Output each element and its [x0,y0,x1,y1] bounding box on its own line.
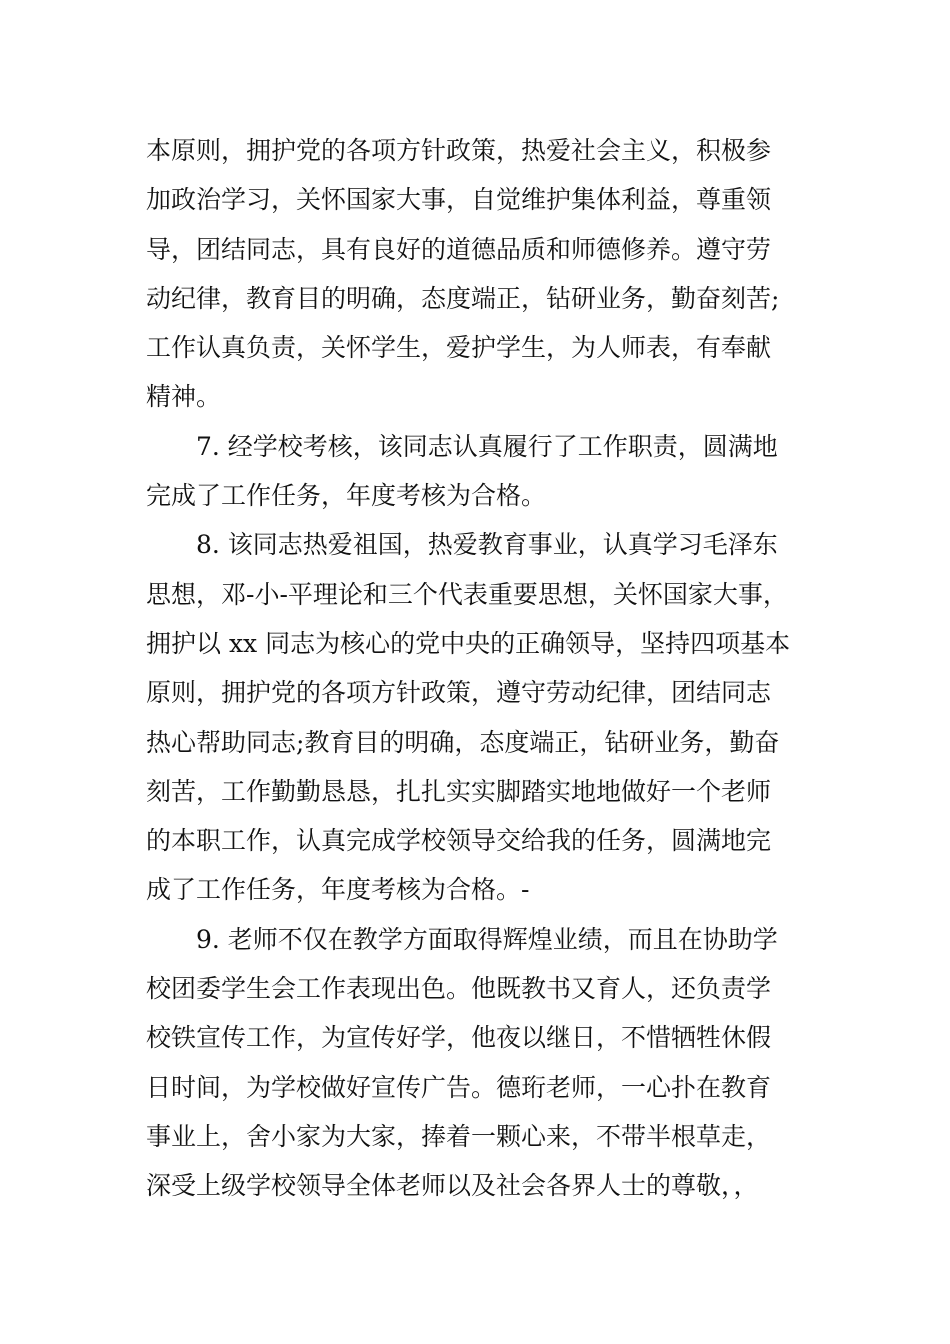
text-line: 本原则，拥护党的各项方针政策，热爱社会主义，积极参 [146,136,772,165]
paragraph-9-start: 9. 老师不仅在教学方面取得辉煌业绩，而且在协助学 [196,924,778,954]
text-line: 工作认真负责，关怀学生，爱护学生，为人师表，有奉献 [146,333,772,363]
text-line: 完成了工作任务，年度考核为合格。 [146,481,547,511]
paragraph-8-start: 8. 该同志热爱祖国，热爱教育事业，认真学习毛泽东 [196,530,778,560]
paragraph-7-start: 7. 经学校考核，该同志认真履行了工作职责，圆满地 [196,431,778,461]
text-line: 精神。 [146,382,222,412]
text-line: 深受上级学校领导全体老师以及社会各界人士的尊敬，， [146,1171,759,1201]
document-body [146,126,826,1211]
text-line: 刻苦，工作勤勤恳恳，扎扎实实脚踏实地地做好一个老师 [146,776,772,806]
text-line: 导，团结同志，具有良好的道德品质和师德修养。遵守劳 [146,234,772,264]
text-line: 加政治学习，关怀国家大事，自觉维护集体利益，尊重领 [146,185,772,215]
text-line: 拥护以 xx 同志为核心的党中央的正确领导，坚持四项基本 [146,628,791,658]
text-line: 日时间，为学校做好宣传广告。德珩老师，一心扑在教育 [146,1072,772,1102]
text-line: 动纪律，教育目的明确，态度端正，钻研业务，勤奋刻苦; [146,283,780,313]
text-line: 原则，拥护党的各项方针政策，遵守劳动纪律，团结同志 [146,678,772,708]
text-line: 成了工作任务，年度考核为合格。- [146,875,530,905]
text-line: 校团委学生会工作表现出色。他既教书又育人，还负责学 [146,974,772,1004]
text-line: 的本职工作，认真完成学校领导交给我的任务，圆满地完 [146,826,772,856]
text-line: 热心帮助同志;教育目的明确，态度端正，钻研业务，勤奋 [146,727,780,757]
text-line: 校铁宣传工作，为宣传好学，他夜以继日，不惜牺牲休假 [146,1023,772,1053]
text-line: 思想，邓-小-平理论和三个代表重要思想，关怀国家大事， [146,579,788,609]
text-line: 事业上，舍小家为大家，捧着一颗心来，不带半根草走， [146,1121,772,1151]
